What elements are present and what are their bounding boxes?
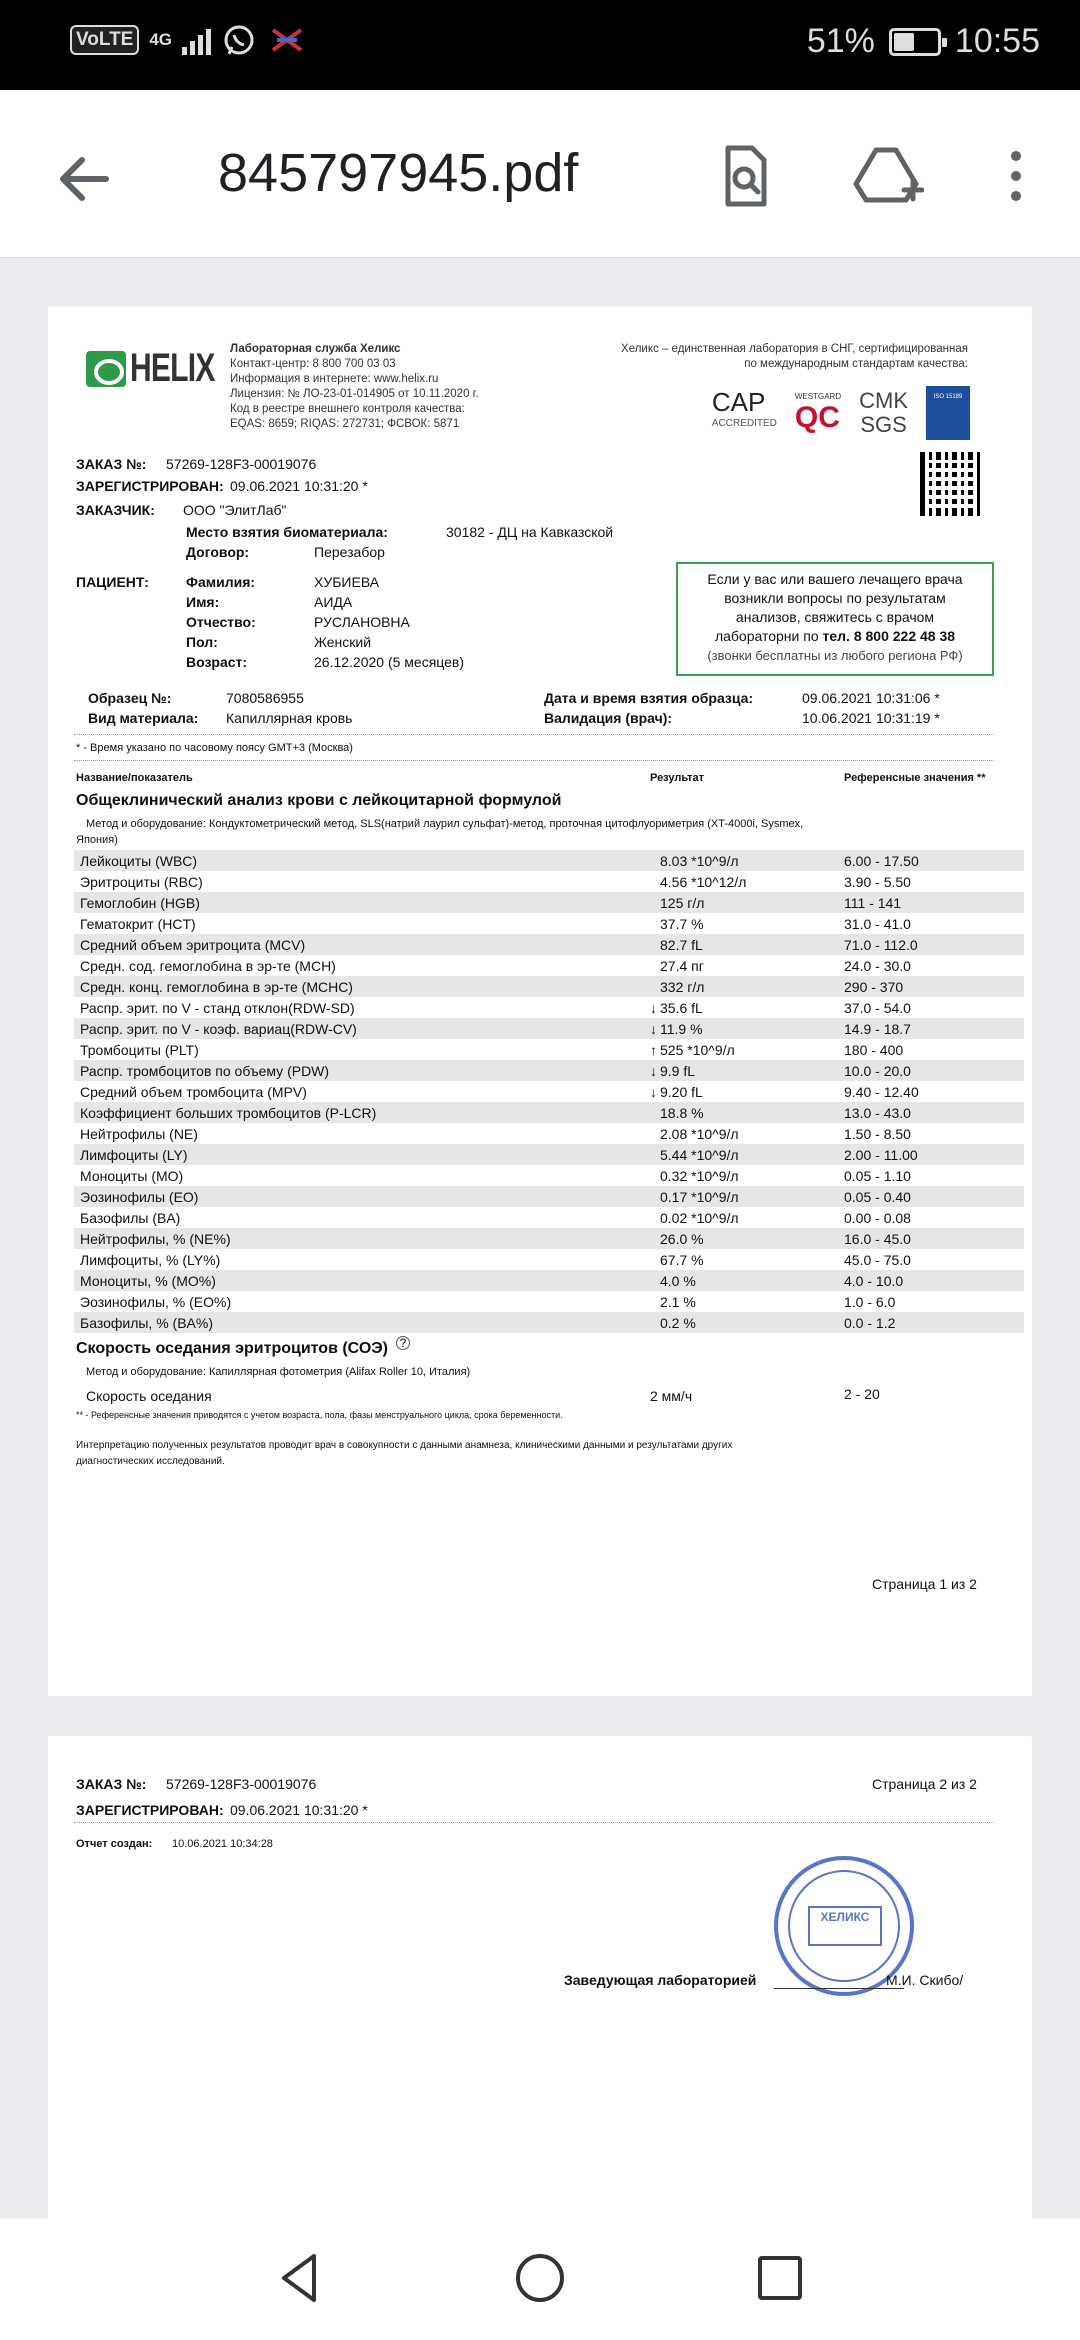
search-in-document-icon[interactable] (708, 140, 780, 212)
row-result-value: 0.2 % (660, 1315, 696, 1331)
table-row (74, 1186, 1024, 1207)
row-name: Нейтрофилы (NE) (80, 1126, 198, 1142)
row-result (650, 1168, 739, 1184)
row-result (650, 937, 703, 953)
row-result (650, 895, 704, 911)
more-options-icon[interactable] (980, 140, 1052, 212)
results-table (74, 850, 1024, 1333)
app-bar (0, 90, 1080, 258)
clock: 10:55 (954, 22, 1040, 60)
row-result (650, 1231, 704, 1247)
stamp-text: ХЕЛИКС (808, 1906, 882, 1946)
row-result-value: 11.9 % (660, 1021, 703, 1037)
section-cbc-title: Общеклинический анализ крови с лейкоцитарной формулой (76, 792, 562, 809)
row-ref: 13.0 - 43.0 (844, 1105, 911, 1121)
row-result-value: 0.32 *10^9/л (660, 1168, 739, 1184)
col-ref-header: Референсные значения ** (844, 772, 986, 784)
sampling-value: 09.06.2021 10:31:06 * (802, 690, 940, 706)
row-ref: 290 - 370 (844, 979, 904, 995)
contact-doctor-box (676, 562, 994, 676)
row-name: Лимфоциты, % (LY%) (80, 1252, 221, 1268)
whatsapp-icon (221, 22, 257, 58)
section-cbc-method-cont: Япония) (76, 834, 118, 846)
table-row (74, 1207, 1024, 1228)
row-name: Нейтрофилы, % (NE%) (80, 1231, 231, 1247)
contract-label: Договор: (186, 544, 250, 560)
signature-line (774, 1988, 904, 1989)
helix-logo-mark (86, 351, 126, 387)
esr-result: 2 мм/ч (650, 1388, 693, 1404)
row-name: Коэффициент больших тромбоцитов (P-LCR) (80, 1105, 377, 1121)
table-row (74, 1228, 1024, 1249)
row-result (650, 1210, 739, 1226)
table-row (74, 1270, 1024, 1291)
back-arrow-icon[interactable] (50, 144, 120, 214)
table-row (74, 955, 1024, 976)
status-left (70, 22, 307, 58)
iso-badge (926, 386, 970, 440)
nav-home-icon[interactable] (510, 2248, 570, 2308)
head-of-lab-label: Заведующая лабораторией (564, 1972, 757, 1988)
table-row (74, 1291, 1024, 1312)
infobox-free-call: (звонки бесплатны из любого региона РФ) (707, 648, 963, 663)
row-name: Лейкоциты (WBC) (80, 853, 198, 869)
infobox-line (678, 627, 992, 646)
page-number: Страница 2 из 2 (872, 1776, 977, 1792)
row-name: Базофилы, % (BA%) (80, 1315, 213, 1331)
material-value: Капиллярная кровь (226, 710, 353, 726)
row-name: Моноциты (MO) (80, 1168, 184, 1184)
table-row (74, 1060, 1024, 1081)
table-row (74, 1165, 1024, 1186)
cert-line: по международным стандартам качества: (744, 358, 968, 370)
row-ref: 31.0 - 41.0 (844, 916, 911, 932)
row-result-value: 67.7 % (660, 1252, 704, 1268)
row-result-value: 2.08 *10^9/л (660, 1126, 739, 1142)
arrow-down-icon: ↓ (650, 1084, 657, 1100)
patronymic-label: Отчество: (186, 614, 256, 630)
row-name: Эритроциты (RBC) (80, 874, 203, 890)
row-result (650, 1273, 696, 1289)
row-name: Средний объем эритроцита (MCV) (80, 937, 306, 953)
row-result (650, 1252, 704, 1268)
battery-percent: 51% (806, 22, 875, 60)
row-name: Распр. эрит. по V - станд отклон(RDW-SD) (80, 1000, 355, 1016)
row-ref: 0.05 - 0.40 (844, 1189, 911, 1205)
surname-label: Фамилия: (186, 574, 256, 590)
row-ref: 4.0 - 10.0 (844, 1273, 904, 1289)
arrow-down-icon: ↓ (650, 1000, 657, 1016)
row-ref: 71.0 - 112.0 (844, 937, 918, 953)
first-name-label: Имя: (186, 594, 220, 610)
cap-badge (711, 387, 777, 435)
qc-label: QC (794, 400, 840, 434)
divider (74, 1822, 994, 1823)
row-name: Тромбоциты (PLT) (80, 1042, 199, 1058)
row-name: Средний объем тромбоцита (MPV) (80, 1084, 307, 1100)
table-row (74, 976, 1024, 997)
row-result-value: 35.6 fL (660, 1000, 703, 1016)
row-result (650, 1084, 703, 1100)
row-result-value: 125 г/л (660, 895, 705, 911)
row-result-value: 27.4 пг (660, 958, 704, 974)
infobox-line: анализов, свяжитесь с врачом (735, 609, 935, 625)
row-result (650, 958, 704, 974)
lab-info-line: Информация в интернете: www.helix.ru (230, 373, 439, 385)
table-row (74, 1018, 1024, 1039)
timezone-note: * - Время указано по часовому поясу GMT+3 (Москва) (76, 742, 353, 754)
divider (74, 760, 994, 761)
row-result (650, 853, 739, 869)
first-name-value: АИДА (314, 594, 353, 610)
cert-line: Хеликс – единственная лаборатория в СНГ, сертифицированная (621, 343, 968, 355)
row-ref: 6.00 - 17.50 (844, 853, 919, 869)
row-result-value: 37.7 % (660, 916, 704, 932)
row-name: Гематокрит (HCT) (80, 916, 196, 932)
order-number: 57269-128F3-00019076 (166, 1776, 317, 1792)
qr-code (920, 452, 984, 516)
westgard-qc-badge (795, 392, 841, 435)
helix-logo-text: HELIX (130, 346, 215, 390)
place-value: 30182 - ДЦ на Кавказской (446, 524, 614, 540)
row-ref: 14.9 - 18.7 (844, 1021, 911, 1037)
add-to-drive-icon[interactable] (852, 140, 924, 212)
registered-label: ЗАРЕГИСТРИРОВАН: (76, 478, 224, 494)
esr-name: Скорость оседания (86, 1388, 212, 1404)
certification-text (621, 342, 968, 372)
validation-label: Валидация (врач): (544, 710, 673, 726)
row-result (650, 1294, 696, 1310)
nav-recents-icon[interactable] (750, 2248, 810, 2308)
nav-back-icon[interactable] (270, 2248, 330, 2308)
registered-date: 09.06.2021 10:31:20 * (230, 1802, 368, 1818)
row-result-value: 82.7 fL (660, 937, 703, 953)
signal-icon (182, 25, 211, 55)
arrow-down-icon: ↓ (650, 1021, 657, 1037)
row-name: Средн. сод. гемоглобина в эр-те (MCH) (80, 958, 336, 974)
row-result-value: 525 *10^9/л (660, 1042, 735, 1058)
registered-date: 09.06.2021 10:31:20 * (230, 478, 368, 494)
help-icon[interactable]: ? (396, 1336, 410, 1350)
row-ref: 45.0 - 75.0 (844, 1252, 911, 1268)
network-type: 4G (149, 30, 173, 49)
row-result-value: 26.0 % (660, 1231, 704, 1247)
table-row (74, 1144, 1024, 1165)
infobox-line: возникли вопросы по результатам (724, 590, 946, 606)
section-esr-method: Метод и оборудование: Капиллярная фотометрия (Alifax Roller 10, Италия) (86, 1366, 471, 1378)
customer-label: ЗАКАЗЧИК: (76, 502, 155, 518)
battery-icon (889, 28, 941, 56)
row-name: Распр. тромбоцитов по объему (PDW) (80, 1063, 330, 1079)
table-row (74, 913, 1024, 934)
row-ref: 16.0 - 45.0 (844, 1231, 911, 1247)
row-ref: 111 - 141 (844, 895, 902, 911)
row-result-value: 332 г/л (660, 979, 705, 995)
divider (74, 734, 994, 735)
row-name: Эозинофилы, % (EO%) (80, 1294, 232, 1310)
row-result (650, 1189, 739, 1205)
row-result-value: 9.9 fL (660, 1063, 696, 1079)
lab-info (230, 342, 479, 432)
arrow-down-icon: ↓ (650, 1063, 657, 1079)
row-result-value: 0.02 *10^9/л (660, 1210, 739, 1226)
lab-info-line: EQAS: 8659; RIQAS: 272731; ФСВОК: 5871 (230, 418, 460, 430)
cmk-sgs-badge (859, 389, 908, 437)
helix-logo (86, 346, 243, 391)
order-label: ЗАКАЗ №: (76, 1776, 147, 1792)
row-ref: 1.0 - 6.0 (844, 1294, 896, 1310)
row-result (650, 979, 704, 995)
report-created-date: 10.06.2021 10:34:28 (172, 1838, 273, 1850)
row-result (650, 1147, 739, 1163)
table-row (74, 892, 1024, 913)
sampling-label: Дата и время взятия образца: (544, 690, 754, 706)
row-result-value: 5.44 *10^9/л (660, 1147, 739, 1163)
westgard-label: WESTGARD (794, 391, 842, 401)
row-result (650, 874, 746, 890)
cmk-label: CMK (859, 388, 908, 413)
lab-info-line: Контакт-центр: 8 800 700 03 03 (230, 358, 396, 370)
row-result-value: 4.0 % (660, 1273, 696, 1289)
row-ref: 3.90 - 5.50 (844, 874, 911, 890)
report-created-label: Отчет создан: (76, 1838, 153, 1850)
infobox-text: лабораторни по (714, 628, 819, 644)
row-result (650, 1063, 695, 1079)
app-notification-icon (267, 22, 307, 58)
navigation-bar (0, 2218, 1080, 2340)
row-name: Базофилы (BA) (80, 1210, 181, 1226)
row-name: Распр. эрит. по V - коэф. вариац(RDW-CV) (80, 1021, 357, 1037)
status-bar (0, 0, 1080, 90)
certification-badges (712, 386, 970, 440)
table-row (74, 850, 1024, 871)
order-number: 57269-128F3-00019076 (166, 456, 317, 472)
section-cbc-method: Метод и оборудование: Кондуктометрический метод, SLS(натрий лаурил сульфат)-метод, проточная цитофлуориметрия (XT-4000i, Sysmex, (86, 818, 804, 830)
row-name: Гемоглобин (HGB) (80, 895, 200, 911)
cap-badge-sub: ACCREDITED (711, 418, 777, 429)
sex-value: Женский (314, 634, 372, 650)
registered-label: ЗАРЕГИСТРИРОВАН: (76, 1802, 224, 1818)
row-name: Средн. конц. гемоглобина в эр-те (MCHC) (80, 979, 353, 995)
ref-note: ** - Референсные значения приводятся с учетом возраста, пола, фазы менструального цикла, срока беременности. (76, 1410, 563, 1420)
status-right (807, 22, 1040, 61)
order-label: ЗАКАЗ №: (76, 456, 147, 472)
sample-number: 7080586955 (226, 690, 304, 706)
row-result (650, 916, 704, 932)
row-result (650, 1126, 739, 1142)
row-ref: 0.0 - 1.2 (844, 1315, 896, 1331)
row-result-value: 18.8 % (660, 1105, 704, 1121)
validation-value: 10.06.2021 10:31:19 * (802, 710, 940, 726)
row-ref: 180 - 400 (844, 1042, 904, 1058)
row-ref: 10.0 - 20.0 (844, 1063, 911, 1079)
lab-info-line: Лабораторная служба Хеликс (230, 343, 401, 355)
row-result-value: 2.1 % (660, 1294, 696, 1310)
esr-ref: 2 - 20 (844, 1386, 880, 1402)
row-result (650, 1042, 735, 1058)
table-row (74, 1123, 1024, 1144)
age-value: 26.12.2020 (5 месяцев) (314, 654, 465, 670)
sex-label: Пол: (186, 634, 218, 650)
table-row (74, 934, 1024, 955)
infobox-phone: тел. 8 800 222 48 38 (822, 628, 956, 644)
row-result-value: 8.03 *10^9/л (660, 853, 739, 869)
surname-value: ХУБИЕВА (314, 574, 380, 590)
cap-badge-title: CAP (711, 387, 766, 417)
patient-label: ПАЦИЕНТ: (76, 574, 149, 590)
pdf-page-1 (48, 306, 1032, 1696)
volte-indicator: VoLTE (70, 25, 139, 55)
material-label: Вид материала: (88, 710, 199, 726)
table-row (74, 1102, 1024, 1123)
age-label: Возраст: (186, 654, 248, 670)
row-ref: 37.0 - 54.0 (844, 1000, 911, 1016)
col-name-header: Название/показатель (76, 772, 193, 784)
patronymic-value: РУСЛАНОВНА (314, 614, 410, 630)
iso-label: ISO 15189 (933, 394, 963, 400)
table-row (74, 871, 1024, 892)
row-ref: 9.40 - 12.40 (844, 1084, 919, 1100)
row-result-value: 4.56 *10^12/л (660, 874, 747, 890)
row-result-value: 9.20 fL (660, 1084, 703, 1100)
head-of-lab-name: М.И. Скибо/ (886, 1972, 964, 1988)
infobox-line: Если у вас или вашего лечащего врача (707, 571, 963, 587)
table-row (74, 1081, 1024, 1102)
row-name: Эозинофилы (EO) (80, 1189, 199, 1205)
row-result-value: 0.17 *10^9/л (660, 1189, 739, 1205)
row-result (650, 1021, 703, 1037)
pdf-page-2 (48, 1736, 1032, 2218)
row-ref: 24.0 - 30.0 (844, 958, 911, 974)
table-row (74, 997, 1024, 1018)
table-row (74, 1312, 1024, 1333)
arrow-up-icon: ↑ (650, 1042, 657, 1058)
lab-info-line: Лицензия: № ЛО-23-01-014905 от 10.11.2020 г. (230, 388, 479, 400)
interpretation-note: Интерпретацию полученных результатов проводит врач в совокупности с данными анамнеза, клиническими данными и результатами других (76, 1440, 733, 1451)
row-result (650, 1105, 704, 1121)
lab-info-line: Код в реестре внешнего контроля качества: (230, 403, 465, 415)
page-number: Страница 1 из 2 (872, 1576, 977, 1592)
row-ref: 0.00 - 0.08 (844, 1210, 911, 1226)
row-ref: 1.50 - 8.50 (844, 1126, 911, 1142)
row-name: Моноциты, % (MO%) (80, 1273, 216, 1289)
sample-label: Образец №: (88, 690, 172, 706)
table-row (74, 1039, 1024, 1060)
interpretation-note-cont: диагностических исследований. (76, 1456, 225, 1467)
place-label: Место взятия биоматериала: (186, 524, 388, 540)
document-title: 845797945.pdf (218, 143, 579, 203)
row-ref: 2.00 - 11.00 (844, 1147, 918, 1163)
pdf-viewer[interactable] (0, 258, 1080, 2218)
row-ref: 0.05 - 1.10 (844, 1168, 911, 1184)
customer-name: ООО "ЭлитЛаб" (183, 502, 287, 518)
section-esr-title: Скорость оседания эритроцитов (СОЭ) (76, 1340, 388, 1357)
col-result-header: Результат (650, 772, 705, 784)
row-result (650, 1315, 696, 1331)
table-row (74, 1249, 1024, 1270)
row-name: Лимфоциты (LY) (80, 1147, 188, 1163)
contract-value: Перезабор (314, 544, 385, 560)
sgs-label: SGS (860, 412, 907, 437)
row-result (650, 1000, 703, 1016)
